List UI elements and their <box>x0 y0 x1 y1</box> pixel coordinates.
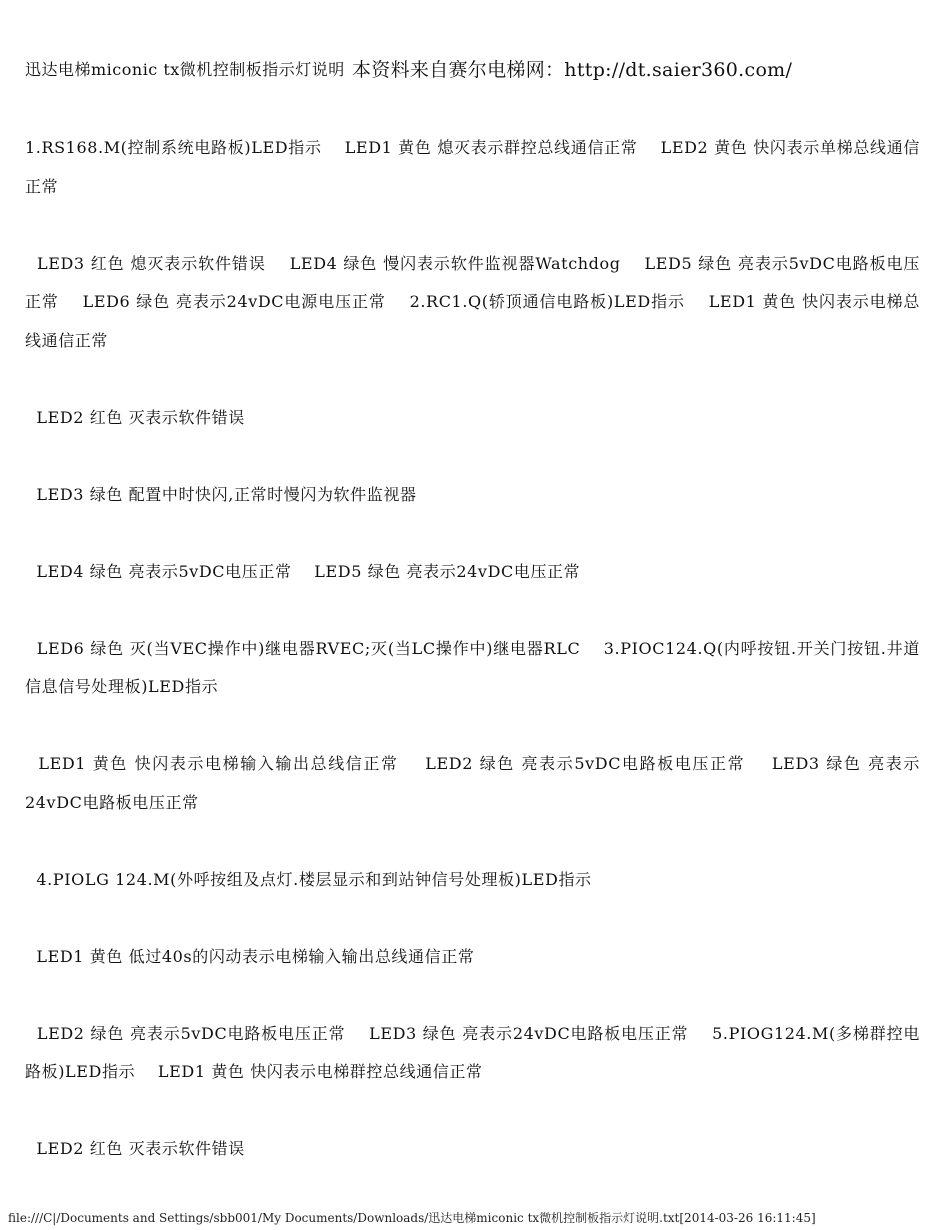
paragraph-pioc124-leds: LED1 黄色 快闪表示电梯输入输出总线信正常 LED2 绿色 亮表示5vDC电路板电压正常 LED3 绿色 亮表示24vDC电路板电压正常 <box>25 754 920 812</box>
paragraph-piog124-led2: LED2 红色 灭表示软件错误 <box>25 1139 245 1158</box>
paragraph-rc1-led6-pioc124: LED6 绿色 灭(当VEC操作中)继电器RVEC;灭(当LC操作中)继电器RLC 3.PIOC124.Q(内呼按钮.开关门按钮.井道信息信号处理板)LED指示 <box>25 638 920 696</box>
paragraph-led3-led6-rc1: LED3 红色 熄灭表示软件错误 LED4 绿色 慢闪表示软件监视器Watchdog LED5 绿色 亮表示5vDC电路板电压正常 LED6 绿色 亮表示24vDC电源电压正常 2.RC1.Q(轿顶通信电路板)LED指示 LED1 黄色 快闪表示电梯总线通信正常 <box>25 253 920 350</box>
source-note: 本资料来自赛尔电梯网：http://dt.saier360.com/ <box>352 59 793 81</box>
paragraph-rc1-led3: LED3 绿色 配置中时快闪,正常时慢闪为软件监视器 <box>25 484 417 504</box>
paragraph-piolg124-led2-piog124: LED2 绿色 亮表示5vDC电路板电压正常 LED3 绿色 亮表示24vDC电路板电压正常 5.PIOG124.M(多梯群控电路板)LED指示 LED1 黄色 快闪表示电梯群控总线通信正常 <box>25 1023 921 1081</box>
file-path-footer: file:///C|/Documents and Settings/sbb001/My Documents/Downloads/迅达电梯miconic tx微机控制板指示灯说明.txt[2014-03-26 16:11:45] <box>8 1211 816 1225</box>
paragraph-piolg124-led1: LED1 黄色 低过40s的闪动表示电梯输入输出总线通信正常 <box>25 946 475 966</box>
paragraph-piolg124: 4.PIOLG 124.M(外呼按组及点灯.楼层显示和到站钟信号处理板)LED指示 <box>25 869 592 889</box>
paragraph-rc1-led4-led5: LED4 绿色 亮表示5vDC电压正常 LED5 绿色 亮表示24vDC电压正常 <box>25 561 581 581</box>
paragraph-rc1-led2: LED2 红色 灭表示软件错误 <box>25 407 245 427</box>
document-title: 迅达电梯miconic tx微机控制板指示灯说明 <box>25 60 345 79</box>
paragraph-rs168: 1.RS168.M(控制系统电路板)LED指示 LED1 黄色 熄灭表示群控总线通信正常 LED2 黄色 快闪表示单梯总线通信正常 <box>25 138 920 196</box>
document-body <box>25 129 920 1207</box>
